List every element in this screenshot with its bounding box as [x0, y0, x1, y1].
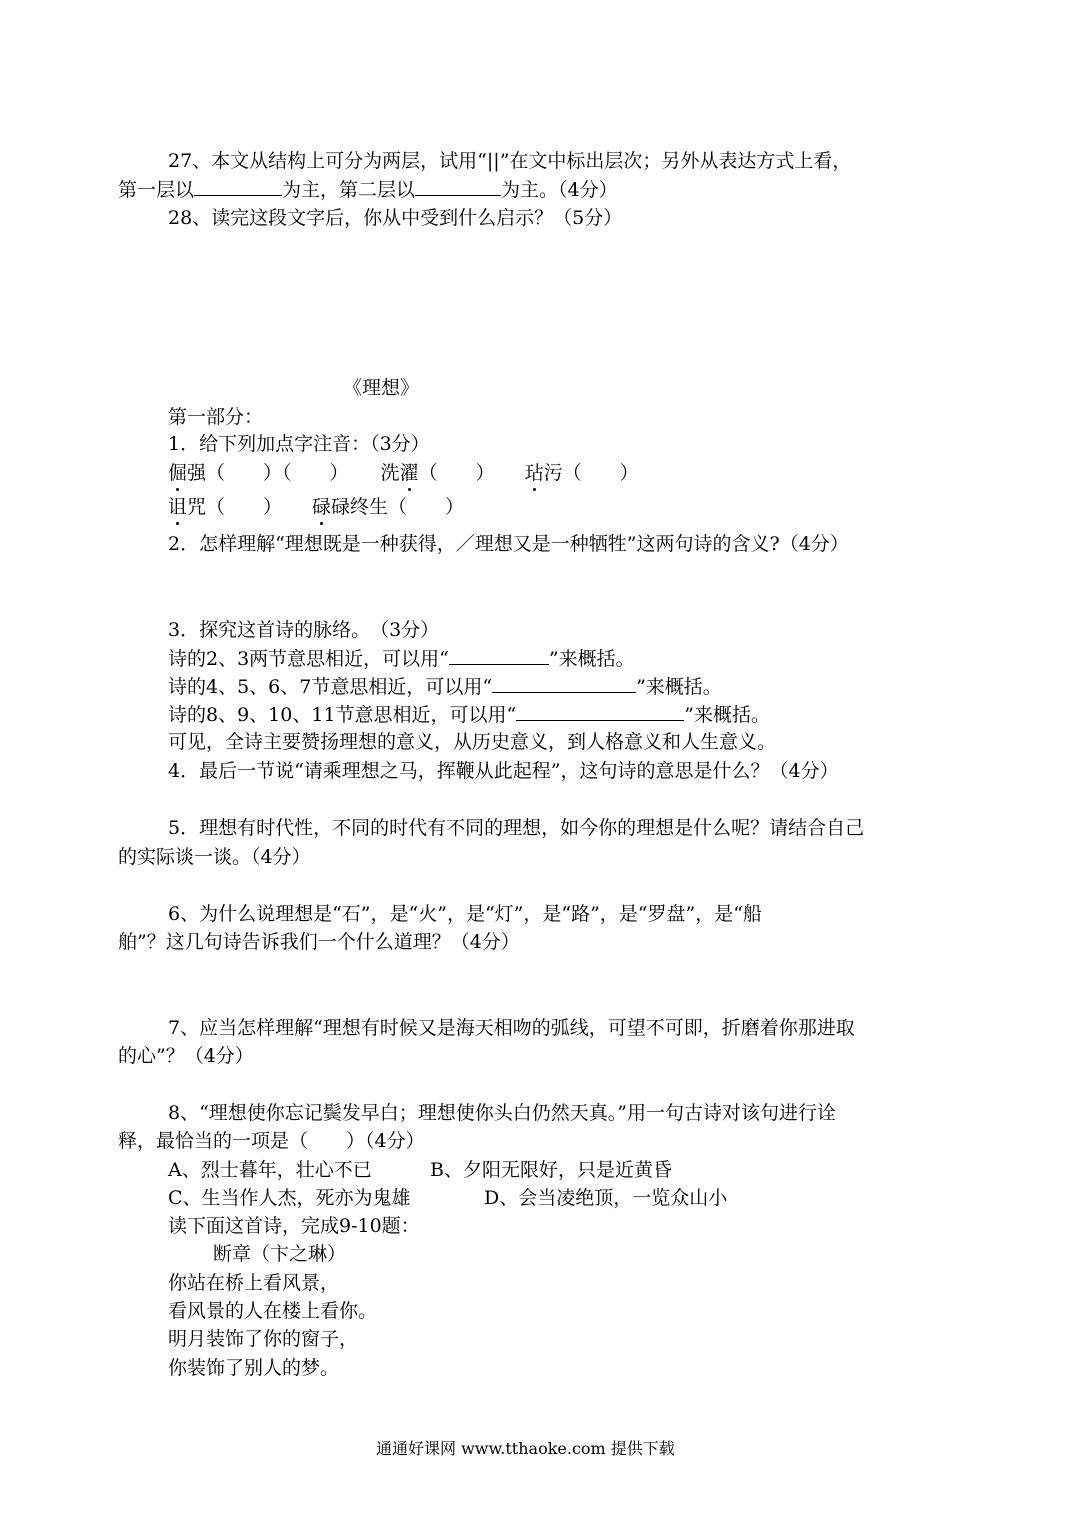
q3-a: [168, 646, 635, 671]
q1-r1-rest-3: 污（ ）: [543, 462, 639, 484]
q1: 1．给下列加点字注音：（3分）: [168, 433, 430, 455]
q6-line1: 6、为什么说理想是“石”，是“火”，是“灯”，是“路”，是“罗盘”，是“船: [168, 903, 762, 925]
q3c-pre: 诗的8、9、10、11节意思相近，可以用“: [168, 704, 517, 726]
q1-r2-rest-2: 碌终生（ ）: [331, 496, 465, 518]
q3-b: [168, 674, 722, 699]
dotted-char: 倔: [168, 462, 188, 484]
q8-option-c[interactable]: C、生当作人杰，死亦为鬼雄: [168, 1187, 411, 1209]
q8-line2: 释，最恰当的一项是（ ）（4分）: [118, 1130, 425, 1152]
q3b-pre: 诗的4、5、6、7节意思相近，可以用“: [168, 676, 493, 698]
q8-option-b[interactable]: B、夕阳无限好，只是近黄昏: [430, 1159, 672, 1181]
q1-row2: [168, 495, 464, 519]
q4: 4．最后一节说“请乘理想之马，挥鞭从此起程”，这句诗的意思是什么？（4分）: [168, 760, 839, 782]
poem2-title: 断章（卞之琳）: [213, 1243, 347, 1265]
q8-line1: 8、“理想使你忘记鬓发早白；理想使你头白仍然天真。”用一句古诗对该句进行诠: [168, 1102, 837, 1124]
q3a-post: ”来概括。: [548, 648, 635, 670]
q27-blank-2[interactable]: [415, 177, 501, 196]
dotted-char: 濯: [399, 462, 419, 484]
q5-line1: 5．理想有时代性，不同的时代有不同的理想，如今你的理想是什么呢？请结合自己: [168, 817, 865, 839]
poem-line: 你站在桥上看风景，: [168, 1272, 340, 1294]
read-instruction: 读下面这首诗，完成9-10题：: [168, 1215, 420, 1237]
q3-d: 可见，全诗主要赞扬理想的意义，从历史意义，到人格意义和人生意义。: [168, 731, 777, 753]
footer: 通通好课网 www.tthaoke.com 提供下载: [376, 1439, 675, 1458]
q27-line2: [118, 177, 618, 202]
q27-b: 为主，第二层以: [282, 179, 416, 201]
dotted-char: 玷: [524, 462, 544, 484]
q3: 3．探究这首诗的脉络。 （3分）: [168, 619, 440, 641]
q27-a: 第一层以: [118, 179, 195, 201]
q1-row1: [168, 461, 639, 485]
q3c-post: ”来概括。: [684, 704, 770, 726]
q3a-blank[interactable]: [449, 646, 549, 665]
q7-line2: 的心”？（4分）: [118, 1045, 254, 1067]
q8-option-a[interactable]: A、烈士暮年，壮心不已: [168, 1159, 372, 1181]
q6-line2: 舶”？这几句诗告诉我们一个什么道理？（4分）: [118, 931, 520, 953]
q3b-blank[interactable]: [492, 674, 636, 693]
q1-r1-pre-2: 洗: [380, 462, 400, 484]
q1-r2-rest-1: 咒（ ）: [187, 496, 283, 518]
q8-option-d[interactable]: D、会当凌绝顶，一览众山小: [484, 1187, 728, 1209]
q27-blank-1[interactable]: [194, 177, 282, 196]
q27-c: 为主。（4分）: [501, 179, 618, 201]
q27-line1: 27、本文从结构上可分为两层，试用“||”在文中标出层次；另外从表达方式上看，: [168, 150, 852, 172]
q3c-blank[interactable]: [516, 702, 684, 721]
poem-line: 看风景的人在楼上看你。: [168, 1300, 378, 1322]
poem-line: 明月装饰了你的窗子，: [168, 1328, 359, 1350]
q5-line2: 的实际谈一谈。（4分）: [118, 846, 311, 868]
q1-r1-rest-2: （ ）: [418, 462, 495, 484]
part1-heading: 第一部分：: [168, 406, 264, 428]
poem-line: 你装饰了别人的梦。: [168, 1357, 340, 1379]
q3-c: [168, 702, 770, 727]
dotted-char: 诅: [168, 496, 188, 518]
q1-r1-rest-1: 强（ ）（ ）: [187, 462, 349, 484]
poem-title: 《理想》: [343, 377, 420, 399]
dotted-char: 碌: [312, 496, 332, 518]
q3b-post: ”来概括。: [636, 676, 722, 698]
q2: 2．怎样理解“理想既是一种获得，／理想又是一种牺牲”这两句诗的含义?（4分）: [168, 533, 849, 555]
q3a-pre: 诗的2、3两节意思相近，可以用“: [168, 648, 449, 670]
q7-line1: 7、应当怎样理解“理想有时候又是海天相吻的弧线，可望不可即，折磨着你那进取: [168, 1017, 855, 1039]
q28: 28、读完这段文字后，你从中受到什么启示？（5分）: [168, 207, 623, 229]
